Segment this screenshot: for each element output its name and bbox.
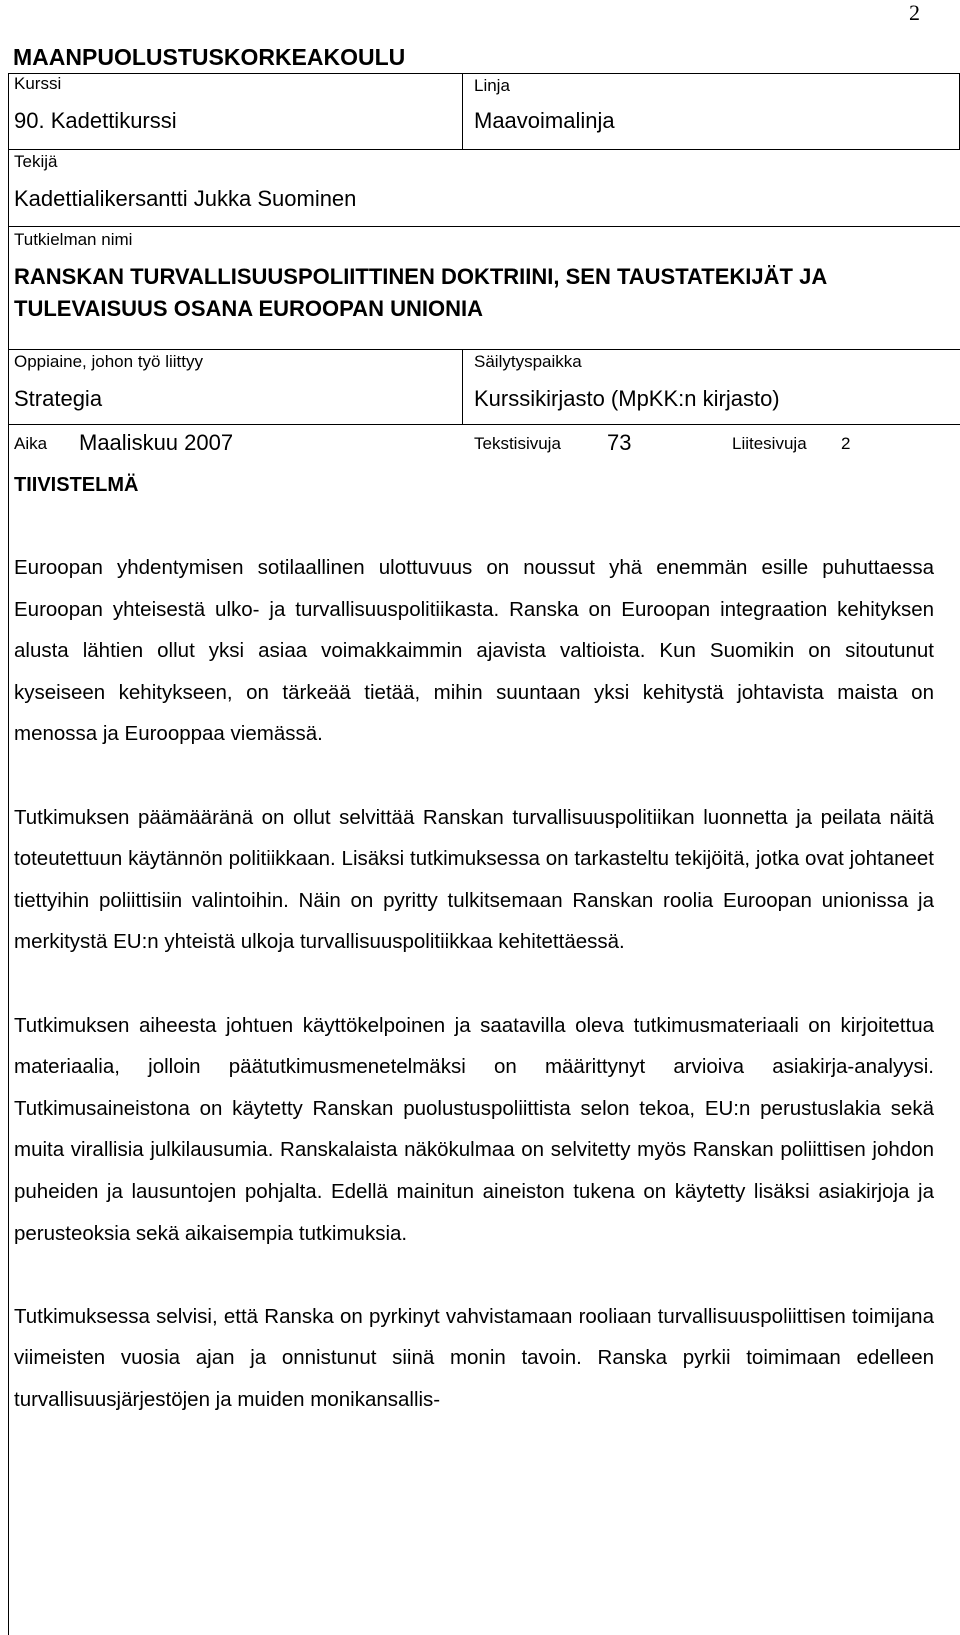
abstract-paragraph: Tutkimuksen päämääränä on ollut selvittää Ranskan turvallisuuspolitiikan luonnetta ja peilata näitä toteutettuun käytännön politiikkaan. Lisäksi tutkimuksessa on tarkasteltu tekijöitä, jotka ovat johtaneet tiettyihin poliittisiin valintoihin. Näin on pyritty tulkitsemaan Ranskan roolia Euroopan unionissa ja merkitystä EU:n yhteistä ulkoja turvallisuuspolitiikkaa kehitettäessä. [14,805,934,954]
text-pages-label: Tekstisivuja [474,434,561,453]
author-value: Kadettialikersantti Jukka Suominen [14,186,357,211]
appendix-pages-value: 2 [841,434,851,453]
abstract-paragraph: Tutkimuksen aiheesta johtuen käyttökelpoinen ja saatavilla oleva tutkimusmateriaali on kirjoitettua materiaalia, jolloin päätutkimusmenetelmäksi on määrittynyt arvioiva asiakirja-analyysi. Tutkimusaineistona on käytetty Ranskan puolustuspoliittista selon tekoa, EU:n perustuslakia sekä muita virallisia julkilausumia. Ranskalaista näkökulmaa on selvitetty myös Ranskan poliittisen johdon puheiden ja lausuntojen pohjalta. Edellä mainitun aineiston tukena on käytetty lisäksi asiakirjoja ja perusteoksia sekä aikaisempia tutkimuksia. [14,1013,934,1245]
time-label: Aika [14,434,48,453]
abstract-heading: TIIVISTELMÄ [14,474,139,496]
subject-label: Oppiaine, johon työ liittyy [14,352,203,371]
abstract-body [14,547,934,1462]
divider [9,349,960,350]
line-value: Maavoimalinja [474,108,615,133]
storage-value: Kurssikirjasto (MpKK:n kirjasto) [474,386,780,411]
subject-value: Strategia [14,386,103,411]
divider [9,226,960,227]
storage-label: Säilytyspaikka [474,352,582,371]
divider [462,74,463,149]
divider [9,424,960,425]
thesis-title-label: Tutkielman nimi [14,230,133,249]
page-number: 2 [909,0,920,25]
divider [9,149,960,150]
thesis-info-form [8,73,960,1635]
time-value: Maaliskuu 2007 [79,430,234,455]
abstract-paragraph: Euroopan yhdentymisen sotilaallinen ulottuvuus on noussut yhä enemmän esille puhuttaessa Euroopan yhteisestä ulko- ja turvallisuuspolitiikasta. Ranska on Euroopan integraation kehityksen alusta lähtien ollut yksi asiaa voimakkaimmin ajavista valtioista. Kun Suomikin on sitoutunut kyseiseen kehitykseen, on tärkeää tietää, mihin suuntaan yksi kehitystä johtavista maista on menossa ja Eurooppaa viemässä. [14,556,934,746]
thesis-title: RANSKAN TURVALLISUUSPOLIITTINEN DOKTRIINI, SEN TAUSTATEKIJÄT JA TULEVAISUUS OSANA EUROOPAN UNIONIA [14,264,827,321]
line-label: Linja [474,76,510,95]
course-label: Kurssi [14,74,62,93]
course-value: 90. Kadettikurssi [14,108,177,133]
divider [462,349,463,424]
text-pages-value: 73 [607,430,632,455]
organization-name: MAANPUOLUSTUSKORKEAKOULU [13,44,406,70]
abstract-paragraph: Tutkimuksessa selvisi, että Ranska on pyrkinyt vahvistamaan rooliaan turvallisuuspoliittisen toimijana viimeisten vuosia ajan ja onnistunut siinä monin tavoin. Ranska pyrkii toimimaan edelleen turvallisuusjärjestöjen ja muiden monikansallis- [14,1304,934,1411]
author-label: Tekijä [14,152,58,171]
appendix-pages-label: Liitesivuja [732,434,807,453]
